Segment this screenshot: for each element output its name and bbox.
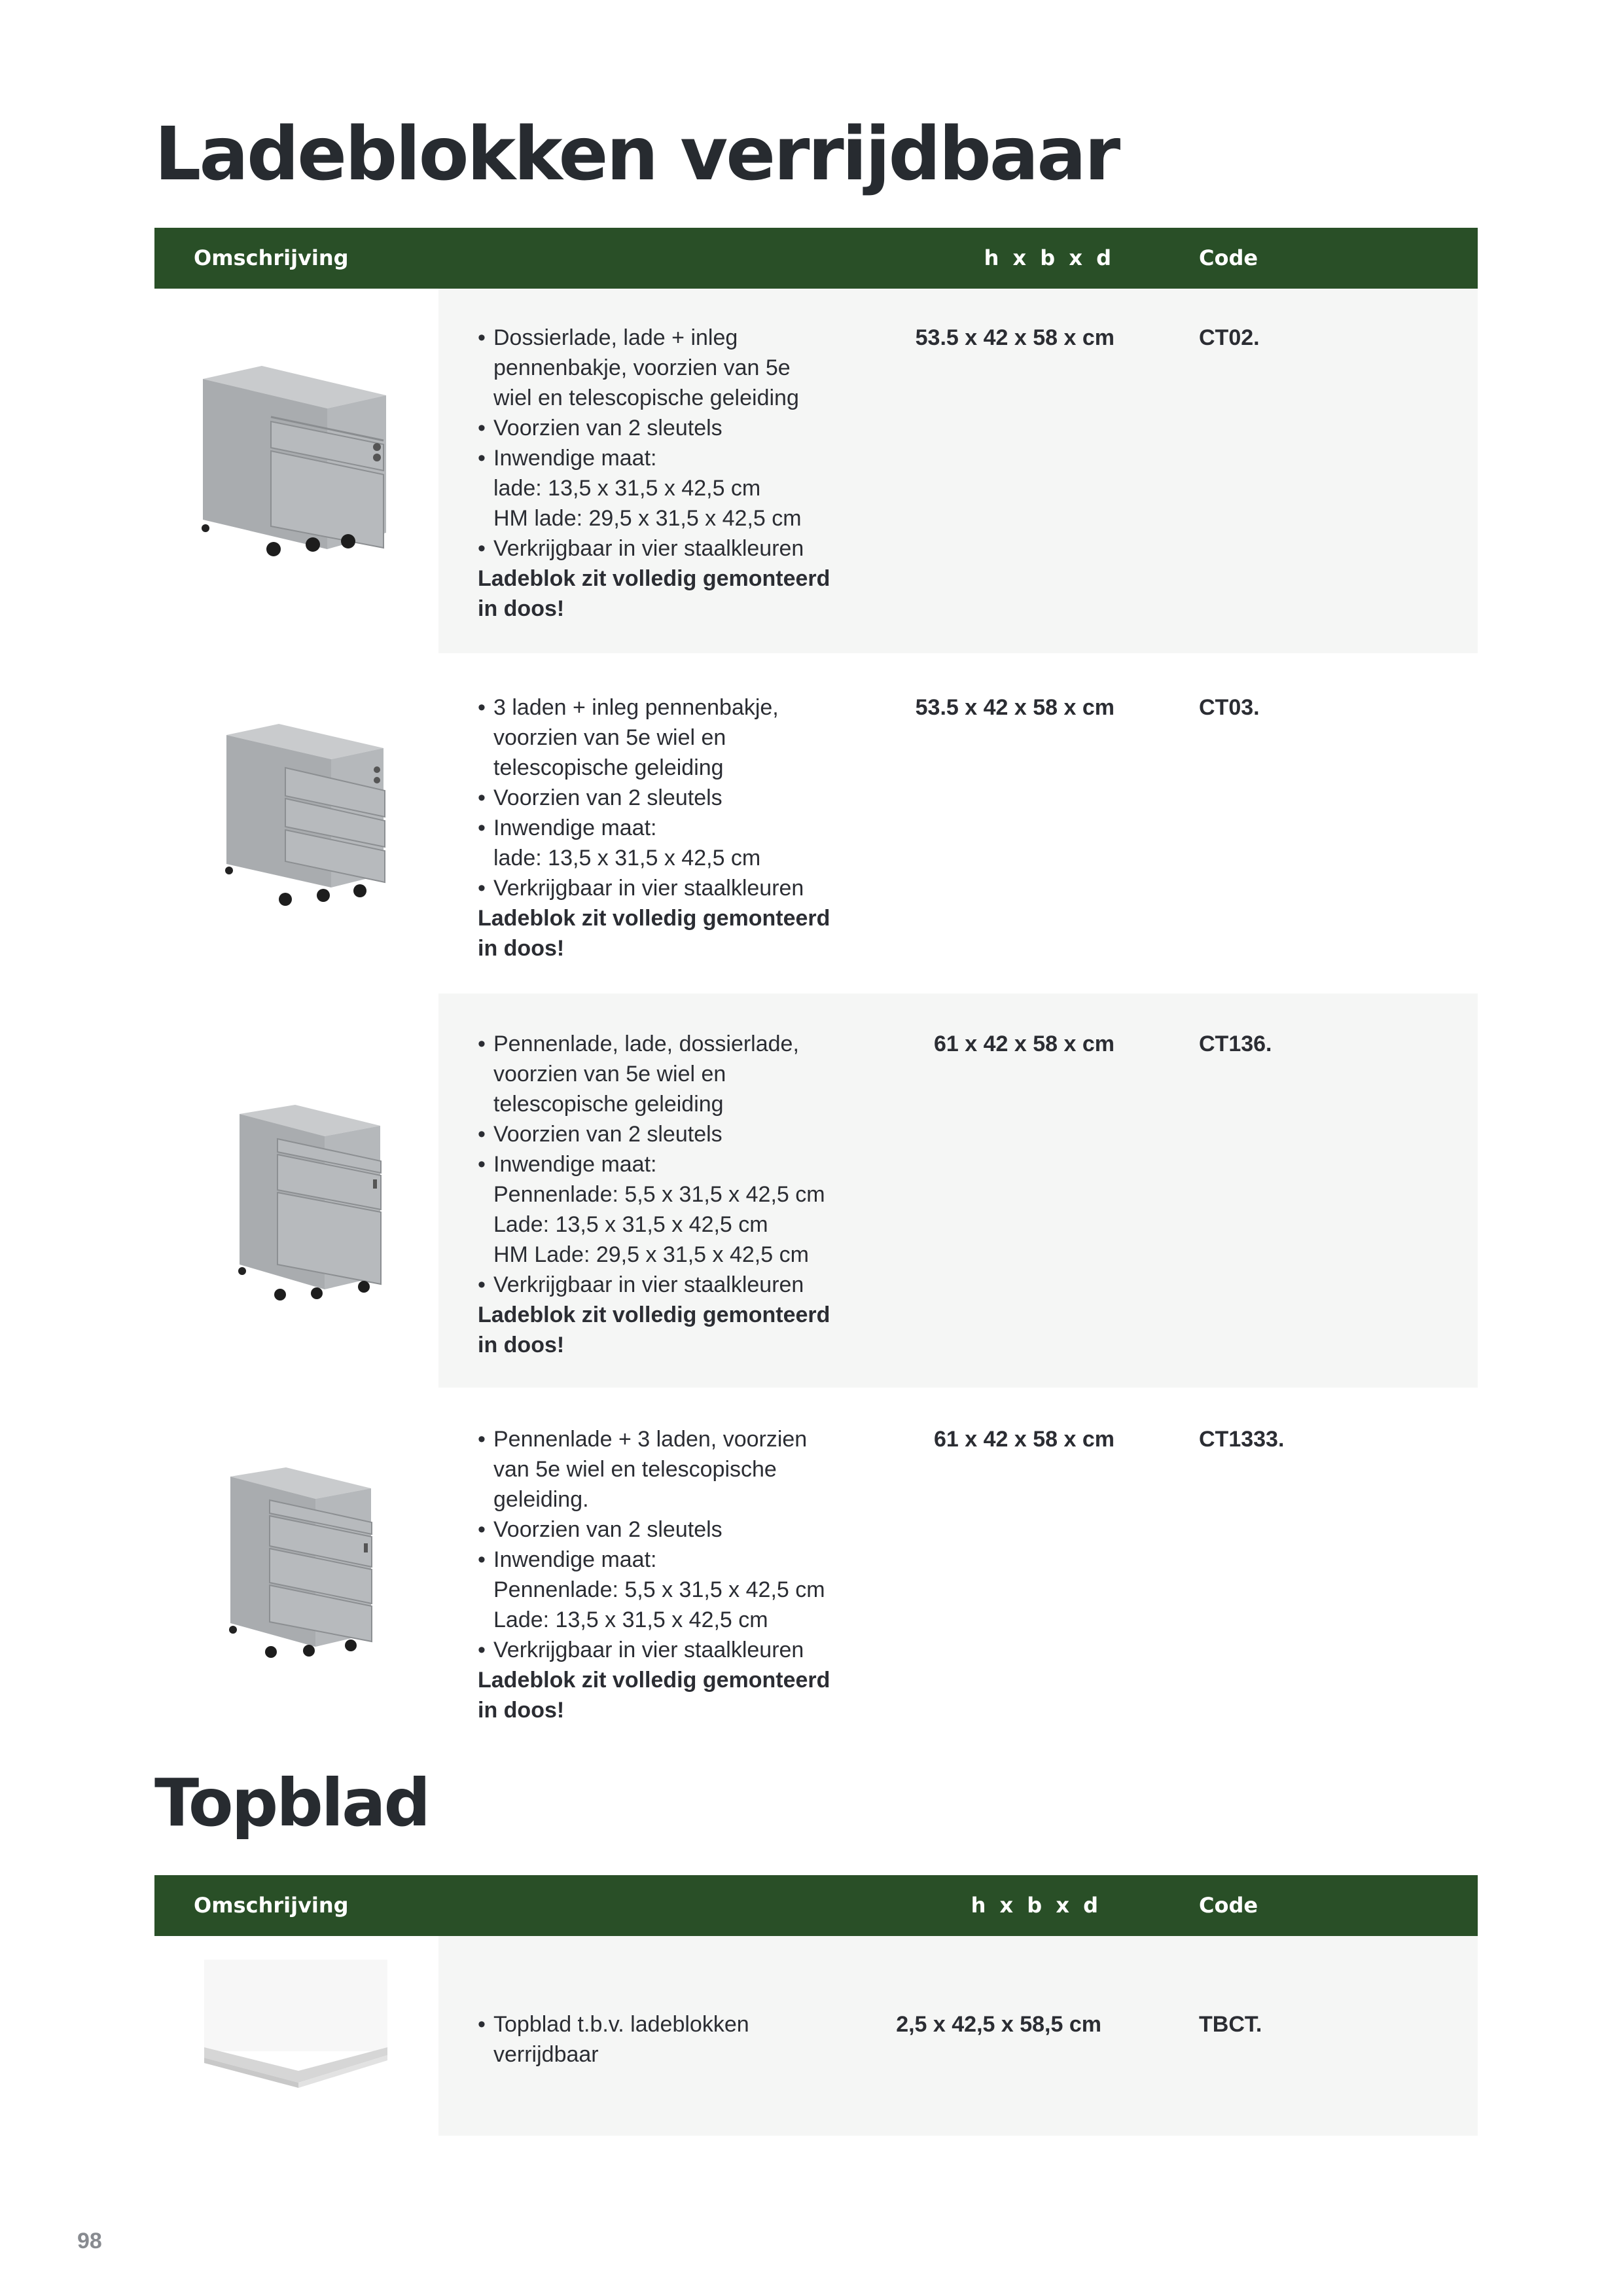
product-image [154, 1936, 438, 2136]
description-line: Voorzien van 2 sleutels [493, 785, 722, 810]
description-line: Inwendige maat: [493, 1547, 657, 1572]
description-line: Voorzien van 2 sleutels [493, 1122, 722, 1147]
mobile-pedestal-pen-drawer-file-icon [233, 1100, 383, 1309]
assembly-note: in doos! [478, 1333, 565, 1357]
mobile-pedestal-pen-drawer-3-drawer-icon [224, 1462, 374, 1665]
product-description [478, 2009, 883, 2070]
description-line: Verkrijgbaar in vier staalkleuren [493, 536, 804, 561]
description-line: Inwendige maat: [493, 1152, 657, 1177]
description-line: Pennenlade + 3 laden, voorzien [493, 1427, 808, 1452]
description-line: Topblad t.b.v. ladeblokken [493, 2012, 749, 2037]
product-dimensions: 53.5 x 42 x 58 x cm [915, 695, 1115, 720]
description-line: Lade: 13,5 x 31,5 x 42,5 cm [493, 1607, 768, 1632]
product-image [154, 994, 438, 1388]
product-dimensions: 61 x 42 x 58 x cm [933, 1031, 1115, 1056]
description-line: HM Lade: 29,5 x 31,5 x 42,5 cm [493, 1242, 809, 1267]
column-header-description: Omschrijving [194, 1893, 349, 1918]
product-code: TBCT. [1199, 2012, 1262, 2037]
description-line: voorzien van 5e wiel en [493, 725, 726, 750]
description-line: Verkrijgbaar in vier staalkleuren [493, 1638, 804, 1662]
description-line: verrijdbaar [493, 2042, 599, 2067]
description-line: Voorzien van 2 sleutels [493, 1517, 722, 1542]
description-line: HM lade: 29,5 x 31,5 x 42,5 cm [493, 506, 802, 531]
product-description [478, 1424, 883, 1725]
assembly-note: Ladeblok zit volledig gemonteerd [478, 906, 830, 931]
product-description [478, 323, 883, 624]
column-header-dimensions: h x b x d [984, 245, 1115, 270]
white-top-panel-icon [200, 1956, 390, 2106]
description-line: wiel en telescopische geleiding [493, 386, 799, 410]
column-header-dimensions: h x b x d [971, 1893, 1101, 1918]
table-row [154, 994, 1478, 1388]
table-header [154, 228, 1478, 289]
product-description [478, 692, 883, 963]
assembly-note: Ladeblok zit volledig gemonteerd [478, 566, 830, 591]
product-code: CT02. [1199, 325, 1260, 350]
product-image [154, 653, 438, 994]
description-line: Verkrijgbaar in vier staalkleuren [493, 1272, 804, 1297]
description-line: lade: 13,5 x 31,5 x 42,5 cm [493, 846, 761, 870]
description-line: Pennenlade: 5,5 x 31,5 x 42,5 cm [493, 1577, 825, 1602]
description-line: Inwendige maat: [493, 816, 657, 840]
page-number: 98 [77, 2229, 102, 2253]
description-line: Verkrijgbaar in vier staalkleuren [493, 876, 804, 901]
assembly-note: Ladeblok zit volledig gemonteerd [478, 1668, 830, 1693]
assembly-note: in doos! [478, 936, 565, 961]
description-line: voorzien van 5e wiel en [493, 1062, 726, 1086]
page-title: Ladeblokken verrijdbaar [154, 112, 1119, 197]
column-header-description: Omschrijving [194, 245, 349, 270]
table-row [154, 653, 1478, 994]
description-line: Lade: 13,5 x 31,5 x 42,5 cm [493, 1212, 768, 1237]
product-code: CT136. [1199, 1031, 1272, 1056]
description-line: telescopische geleiding [493, 1092, 724, 1117]
description-line: Pennenlade: 5,5 x 31,5 x 42,5 cm [493, 1182, 825, 1207]
description-line: van 5e wiel en telescopische [493, 1457, 777, 1482]
mobile-pedestal-3-drawer-icon [220, 719, 390, 908]
assembly-note: in doos! [478, 596, 565, 621]
description-line: Voorzien van 2 sleutels [493, 416, 722, 440]
column-header-code: Code [1199, 245, 1258, 270]
product-code: CT1333. [1199, 1427, 1285, 1452]
product-image [154, 289, 438, 653]
section-title: Topblad [154, 1765, 429, 1841]
table-row [154, 1936, 1478, 2136]
table-row [154, 1388, 1478, 1741]
description-line: telescopische geleiding [493, 755, 724, 780]
description-line: geleiding. [493, 1487, 589, 1512]
description-line: Inwendige maat: [493, 446, 657, 471]
product-image [154, 1388, 438, 1741]
description-line: Dossierlade, lade + inleg [493, 325, 738, 350]
table-header [154, 1875, 1478, 1936]
assembly-note: Ladeblok zit volledig gemonteerd [478, 1302, 830, 1327]
description-line: pennenbakje, voorzien van 5e [493, 355, 791, 380]
assembly-note: in doos! [478, 1698, 565, 1723]
mobile-pedestal-2-drawer-icon [196, 359, 393, 569]
product-dimensions: 2,5 x 42,5 x 58,5 cm [896, 2012, 1101, 2037]
table-row [154, 289, 1478, 653]
description-line: 3 laden + inleg pennenbakje, [493, 695, 779, 720]
product-dimensions: 61 x 42 x 58 x cm [933, 1427, 1115, 1452]
product-description [478, 1029, 883, 1360]
product-code: CT03. [1199, 695, 1260, 720]
column-header-code: Code [1199, 1893, 1258, 1918]
product-dimensions: 53.5 x 42 x 58 x cm [915, 325, 1115, 350]
description-line: lade: 13,5 x 31,5 x 42,5 cm [493, 476, 761, 501]
description-line: Pennenlade, lade, dossierlade, [493, 1031, 799, 1056]
